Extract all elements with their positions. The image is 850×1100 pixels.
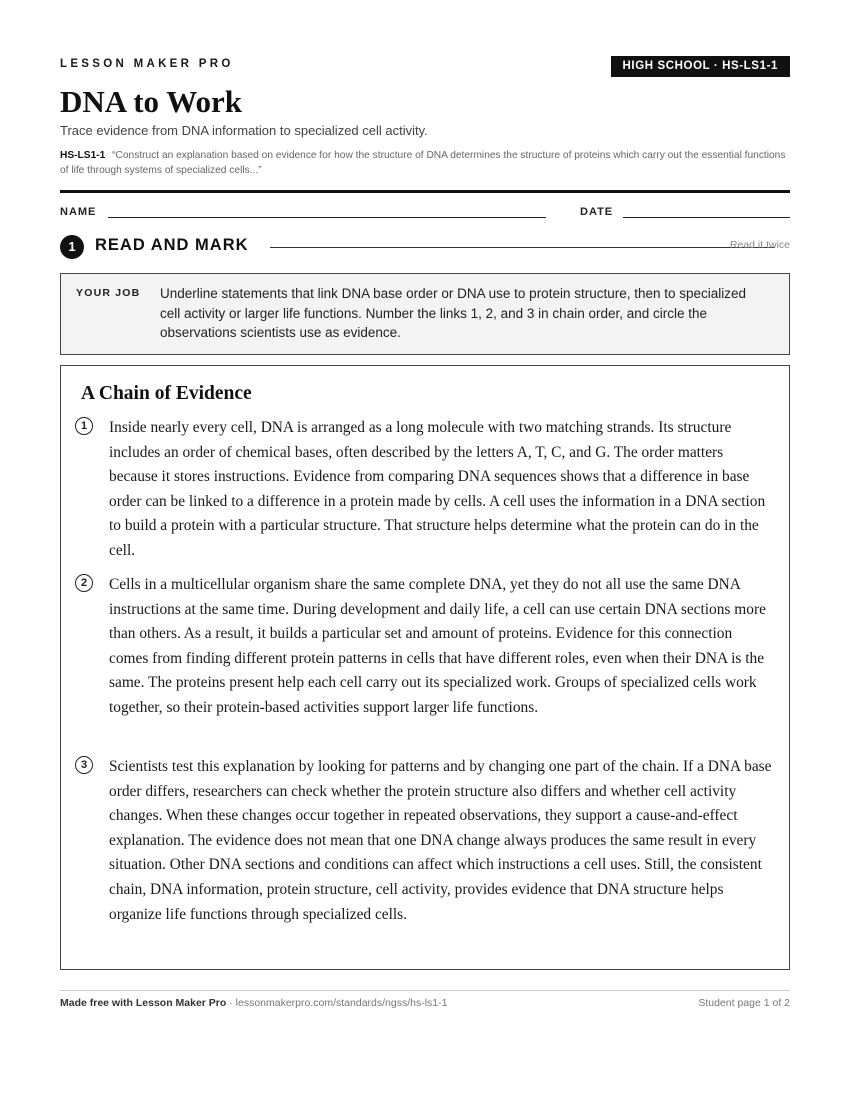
page-title: DNA to Work xyxy=(60,84,243,119)
name-date-row xyxy=(60,205,790,221)
section-note: Read it twice xyxy=(729,239,790,251)
section-header xyxy=(60,234,790,260)
paragraph-number: 3 xyxy=(75,756,93,774)
header-divider xyxy=(60,190,790,193)
job-text: Underline statements that link DNA base order or DNA use to protein structure, then to specialized cell activity or larger life functions. Number the links 1, 2, and 3 in chain order, and circle the observations scientists use as evidence. xyxy=(160,286,747,340)
footer-made-with: Made free with Lesson Maker Pro xyxy=(60,997,227,1009)
footer-page-number: Student page 1 of 2 xyxy=(698,997,790,1009)
date-field[interactable] xyxy=(623,217,790,218)
paragraph-number: 1 xyxy=(75,417,93,435)
paragraph-text: Cells in a multicellular organism share the same complete DNA, yet they do not all use the same DNA instructions at the same time. During development and daily life, a cell can use certain DNA sections more than others. As a result, it builds a particular set and amount of proteins. Evidence for this connection comes from finding different protein patterns in cells that have different roles, even when their DNA is the same. The proteins present help each cell carry out its specialized work. Groups of specialized cells work together, so their protein-based activities support larger life functions. xyxy=(109,576,766,716)
paragraph-text: Scientists test this explanation by looking for patterns and by changing one part of the chain. If a DNA base order differs, researchers can check whether the protein structure also differs and whether cell activity changes. When these changes occur together in repeated observations, they support a cause-and-effect explanation. The evidence does not mean that one DNA change always produces the same result in every situation. Other DNA sections and conditions can affect which instructions a cell uses. Still, the consistent chain, DNA information, protein structure, cell activity, provides evidence that DNA structure helps organize life functions through specialized cells. xyxy=(109,758,772,923)
job-instructions-box xyxy=(60,273,790,355)
reading-title: A Chain of Evidence xyxy=(81,383,252,404)
grade-standard-badge: HIGH SCHOOL · HS-LS1-1 xyxy=(611,56,790,77)
top-bar xyxy=(60,56,790,80)
paragraph-text: Inside nearly every cell, DNA is arranged as a long molecule with two matching strands. Its structure includes an order of chemical bases, often described by the letters A, T, C, and G. The order matters because it stores instructions. Evidence from comparing DNA sequences shows that a difference in base order can be linked to a difference in a protein made by cells. A cell uses the information in a DNA section to build a protein with a particular structure. That structure helps determine what the protein can do in the cell. xyxy=(109,419,766,559)
footer-divider xyxy=(60,990,790,991)
reading-passage-box xyxy=(60,365,790,970)
standard-text: “Construct an explanation based on evidence for how the structure of DNA determines the structure of proteins which carry out the essential functions of life through systems of specialized cells...” xyxy=(60,150,786,176)
name-label: NAME xyxy=(60,206,97,218)
standard-statement xyxy=(60,148,790,178)
section-title: READ AND MARK xyxy=(95,236,249,254)
standard-code: HS-LS1-1 xyxy=(60,150,106,161)
footer-credit xyxy=(60,997,447,1009)
step-number-badge: 1 xyxy=(60,235,84,259)
job-label: YOUR JOB xyxy=(76,287,141,299)
date-label: DATE xyxy=(580,206,614,218)
footer-url[interactable]: · lessonmakerpro.com/standards/ngss/hs-ls1-1 xyxy=(226,997,448,1009)
paragraph-number: 2 xyxy=(75,574,93,592)
brand-name: LESSON MAKER PRO xyxy=(60,58,234,70)
page-subtitle: Trace evidence from DNA information to specialized cell activity. xyxy=(60,123,428,138)
name-field[interactable] xyxy=(108,217,546,218)
section-divider xyxy=(270,247,775,248)
